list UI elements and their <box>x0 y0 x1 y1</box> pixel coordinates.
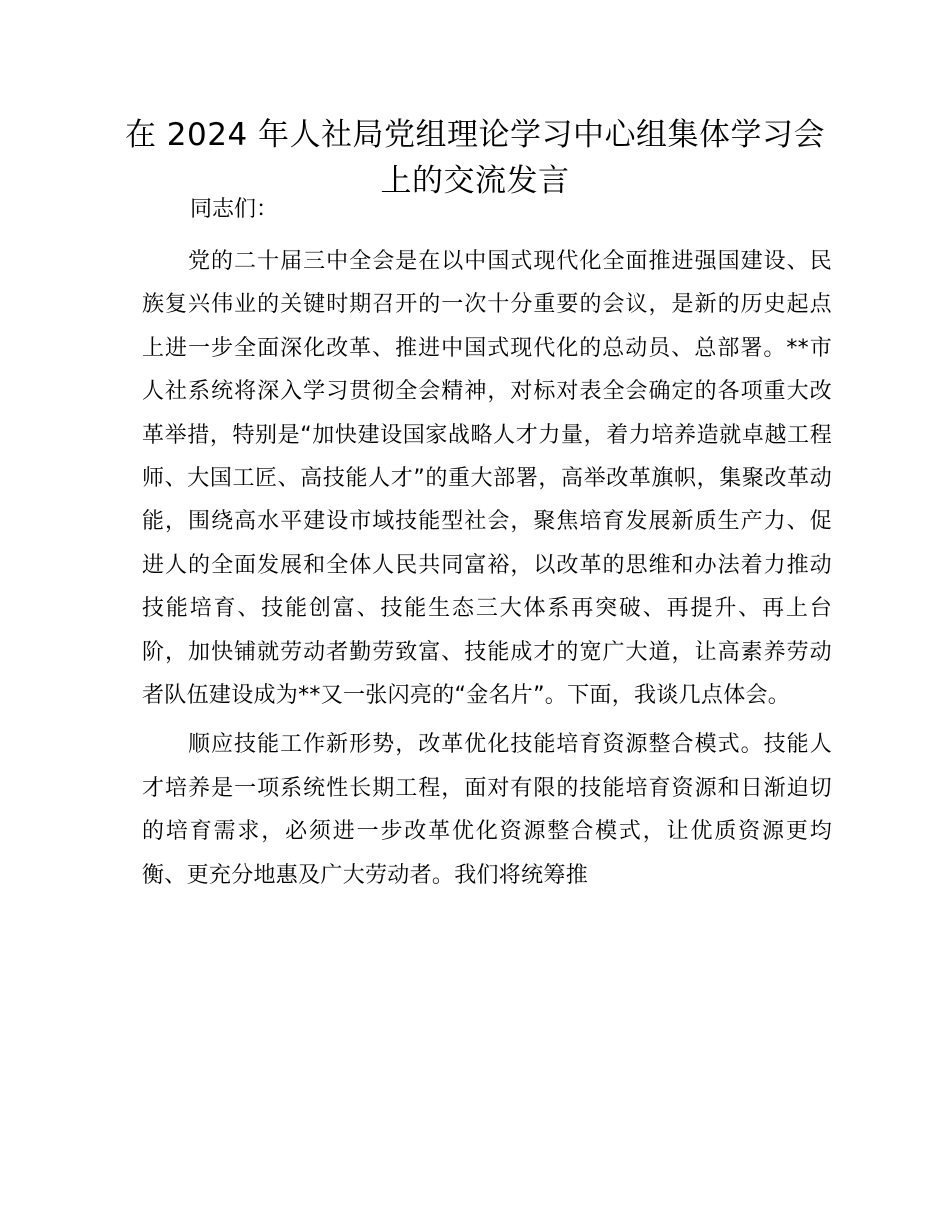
paragraph-1: 党的二十届三中全会是在以中国式现代化全面推进强国建设、民族复兴伟业的关键时期召开的一次十分重要的会议，是新的历史起点上进一步全面深化改革、推进中国式现代化的总动员、总部署。**市人社系统将深入学习贯彻全会精神，对标对表全会确定的各项重大改革举措，特别是“加快建设国家战略人才力量，着力培养造就卓越工程师、大国工匠、高技能人才”的重大部署，高举改革旗帜，集聚改革动能，围绕高水平建设市域技能型社会，聚焦培育发展新质生产力、促进人的全面发展和全体人民共同富裕，以改革的思维和办法着力推动技能培育、技能创富、技能生态三大体系再突破、再提升、再上台阶，加快铺就劳动者勤劳致富、技能成才的宽广大道，让高素养劳动者队伍建设成为**又一张闪亮的“金名片”。下面，我谈几点体会。 <box>142 249 832 709</box>
document-title: 在 2024 年人社局党组理论学习中心组集体学习会上的交流发言 <box>124 117 826 199</box>
salutation: 同志们： <box>190 197 279 222</box>
document-body <box>142 190 832 903</box>
paragraph-2: 顺应技能工作新形势，改革优化技能培育资源整合模式。技能人才培养是一项系统性长期工程，面对有限的技能培育资源和日渐迫切的培育需求，必须进一步改革优化资源整合模式，让优质资源更均衡、更充分地惠及广大劳动者。我们将统筹推 <box>142 732 832 888</box>
